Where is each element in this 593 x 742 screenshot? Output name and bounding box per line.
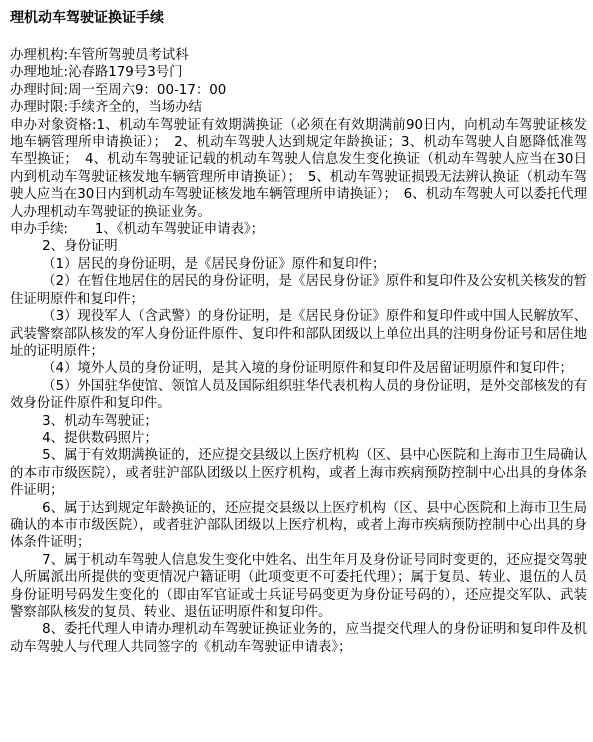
procedure-item: （4）境外人员的身份证明，是其入境的身份证明原件和复印件及居留证明原件和复印件； bbox=[42, 361, 573, 377]
hours-line: 办理时间:周一至周六9：00-17：00 bbox=[10, 82, 227, 98]
procedure-item: 6、属于达到规定年龄换证的，还应提交县级以上医疗机构（区、县中心医院和上海市卫生局确认的本市市级医院），或者驻沪部队团级以上医疗机构，或者上海市疾病预防控制中心出具的身体条件证明； bbox=[10, 500, 587, 551]
address-line: 办理地址:沁春路179号3号门 bbox=[10, 65, 183, 81]
procedure-item: 3、机动车驾驶证； bbox=[42, 413, 158, 429]
procedure-item: （2）在暂住地居住的居民的身份证明，是《居民身份证》原件和复印件及公安机关核发的暂住证明原件和复印件； bbox=[10, 274, 587, 307]
page-title: 理机动车驾驶证换证手续 bbox=[10, 10, 164, 26]
procedure-item: 2、身份证明 bbox=[42, 239, 118, 255]
eligibility-paragraph: 申办对象资格:1、机动车驾驶证有效期满换证（必须在有效期满前90日内，向机动车驾驶证核发地车辆管理所申请换证）； 2、机动车驾驶人达到规定年龄换证；3、机动车驾驶人自愿降低准驾车型换证； 4、机动车驾驶证记载的机动车驾驶人信息发生变化换证（机动车驾驶人应当在30日内到机动车驾驶证核发地车辆管理所申请换证）； 5、机动车驾驶证损毁无法辨认换证（机动车驾驶人应当在30日内到机动车驾驶证核发地车辆管理所申请换证）； 6、机动车驾驶人可以委托代理人办理机动车驾驶证的换证业务。 bbox=[10, 117, 587, 220]
procedure-item: 7、属于机动车驾驶人信息发生变化中姓名、出生年月及身份证号同时变更的，还应提交驾驶人所属派出所提供的变更情况户籍证明（此项变更不可委托代理）；属于复员、转业、退伍的人员身份证明号码发生变化的（即由军官证或士兵证号码变更为身份证号码的），还应提交军队、武装警察部队核发的复员、转业、退伍证明原件和复印件。 bbox=[10, 552, 587, 620]
time-limit-line: 办理时限:手续齐全的，当场办结 bbox=[10, 100, 202, 116]
procedure-item: （1）居民的身份证明，是《居民身份证》原件和复印件； bbox=[42, 256, 386, 272]
procedure-item: 5、属于有效期满换证的，还应提交县级以上医疗机构（区、县中心医院和上海市卫生局确认的本市市级医院），或者驻沪部队团级以上医疗机构，或者上海市疾病预防控制中心出具的身体条件证明； bbox=[10, 448, 587, 499]
procedure-item: （5）外国驻华使馆、领馆人员及国际组织驻华代表机构人员的身份证明，是外交部核发的有效身份证件原件和复印件。 bbox=[10, 378, 587, 412]
procedure-item: 4、提供数码照片； bbox=[42, 430, 158, 446]
procedure-item: （3）现役军人（含武警）的身份证明，是《居民身份证》原件和复印件或中国人民解放军、武装警察部队核发的军人身份证件原件、复印件和部队团级以上单位出具的注明身份证号和居住地址的证明原件； bbox=[10, 309, 587, 359]
procedure-item: 8、委托代理人申请办理机动车驾驶证换证业务的，应当提交代理人的身份证明和复印件及机动车驾驶人与代理人共同签字的《机动车驾驶证申请表》； bbox=[10, 622, 587, 655]
procedures-heading: 申办手续: 1、《机动车驾驶证申请表》； bbox=[10, 222, 265, 238]
agency-line: 办理机构:车管所驾驶员考试科 bbox=[10, 48, 189, 63]
